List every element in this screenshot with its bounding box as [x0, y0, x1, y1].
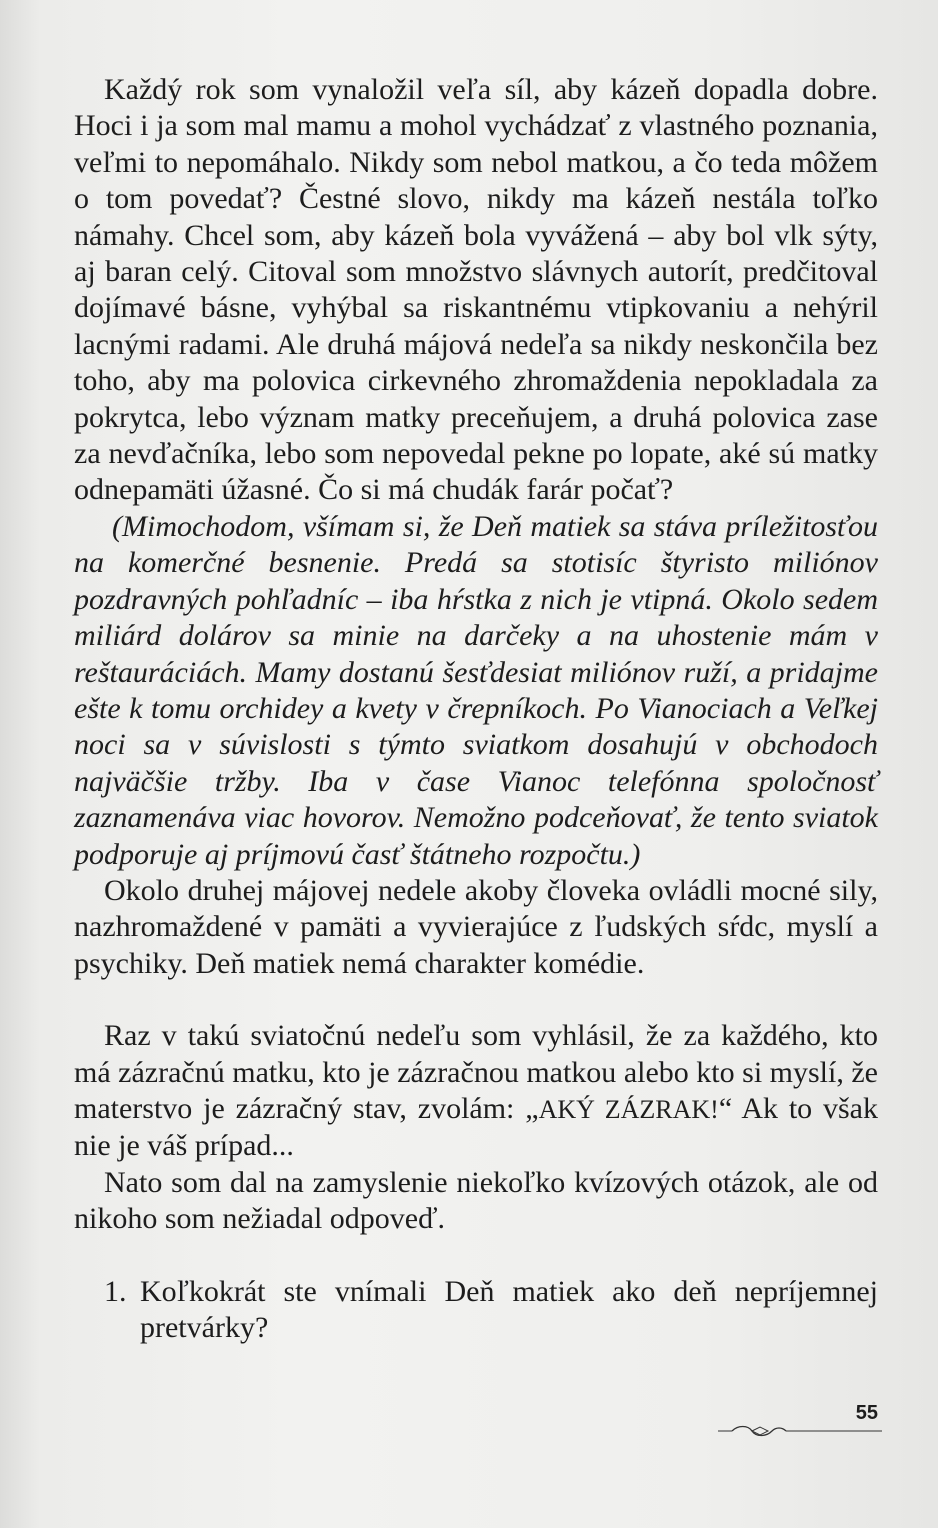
ornament-icon: [718, 1424, 882, 1438]
paragraph-2-italic-aside: (Mimochodom, všímam si, že Deň matiek sa stáva príležitosťou na komerčné besnenie. Predá sa stotisíc štyristo miliónov pozdravných pohľadníc – iba hŕstka z nich je vtipná. Okolo sedem miliárd dolárov sa minie na darčeky a na uhostenie mám v reštauráciách. Mamy dostanú šesťdesiat miliónov ruží, a pridajme ešte k tomu orchidey a kvety v črepníkoch. Po Vianociach a Veľkej noci sa v súvislosti s týmto sviatkom dosahujú v obchodoch najväčšie tržby. Iba v čase Vianoc telefónna spoločnosť zaznamenáva viac hovorov. Nemožno podceňovať, že tento sviatok podporuje aj príjmovú časť štátneho rozpočtu.): [74, 509, 878, 871]
quiz-question-list: [74, 1274, 878, 1347]
page-footer: [718, 1402, 882, 1442]
paragraph-4-end: “ Ak to však nie je váš prípad...: [74, 1091, 878, 1163]
body-text: [74, 72, 878, 1346]
list-item-text: Koľkokrát ste vnímali Deň matiek ako deň nepríjemnej pretvárky?: [140, 1274, 878, 1344]
paragraph-3: Okolo druhej májovej nedele akoby človeka ovládli mocné sily, nazhromaždené v pamäti a vyvierajúce z ľudských sŕdc, myslí a psychiky. Deň matiek nemá charakter komédie.: [74, 873, 878, 980]
paragraph-4: [74, 1018, 878, 1165]
list-item: [74, 1274, 878, 1347]
paragraph-4-start: Raz v takú sviatočnú nedeľu som vyhlásil, že za každého, kto má zázračnú matku, kto je zázračnou matkou alebo kto si myslí, že materstvo je zázračný stav, zvolám: „: [74, 1019, 878, 1125]
paragraph-5: Nato som dal na zamyslenie niekoľko kvízových otázok, ale od nikoho som nežiadal odpoveď.: [74, 1165, 878, 1236]
paragraph-1: Každý rok som vynaložil veľa síl, aby kázeň dopadla dobre. Hoci i ja som mal mamu a mohol vychádzať z vlastného poznania, veľmi to nepomáhalo. Nikdy som nebol matkou, a čo teda môžem o tom povedať? Čestné slovo, nikdy ma kázeň nestála toľko námahy. Chcel som, aby kázeň bola vyvážená – aby bol vlk sýty, aj baran celý. Citoval som množstvo slávnych autorít, predčitoval dojímavé básne, vyhýbal sa riskantnému vtipkovaniu a nehýril lacnými radami. Ale druhá májová nedeľa sa nikdy neskončila bez toho, aby ma polovica cirkevného zhromaždenia nepokladala za pokrytca, lebo význam matky preceňujem, a druhá polovica zase za nevďačníka, lebo som nepovedal pekne po lopate, aké sú matky odnepamäti úžasné. Čo si má chudák farár počať?: [74, 73, 878, 507]
list-item-number: 1.: [104, 1274, 127, 1308]
page-number: 55: [855, 1402, 878, 1424]
exclamation-small-caps: AKÝ ZÁZRAK!: [538, 1094, 719, 1124]
